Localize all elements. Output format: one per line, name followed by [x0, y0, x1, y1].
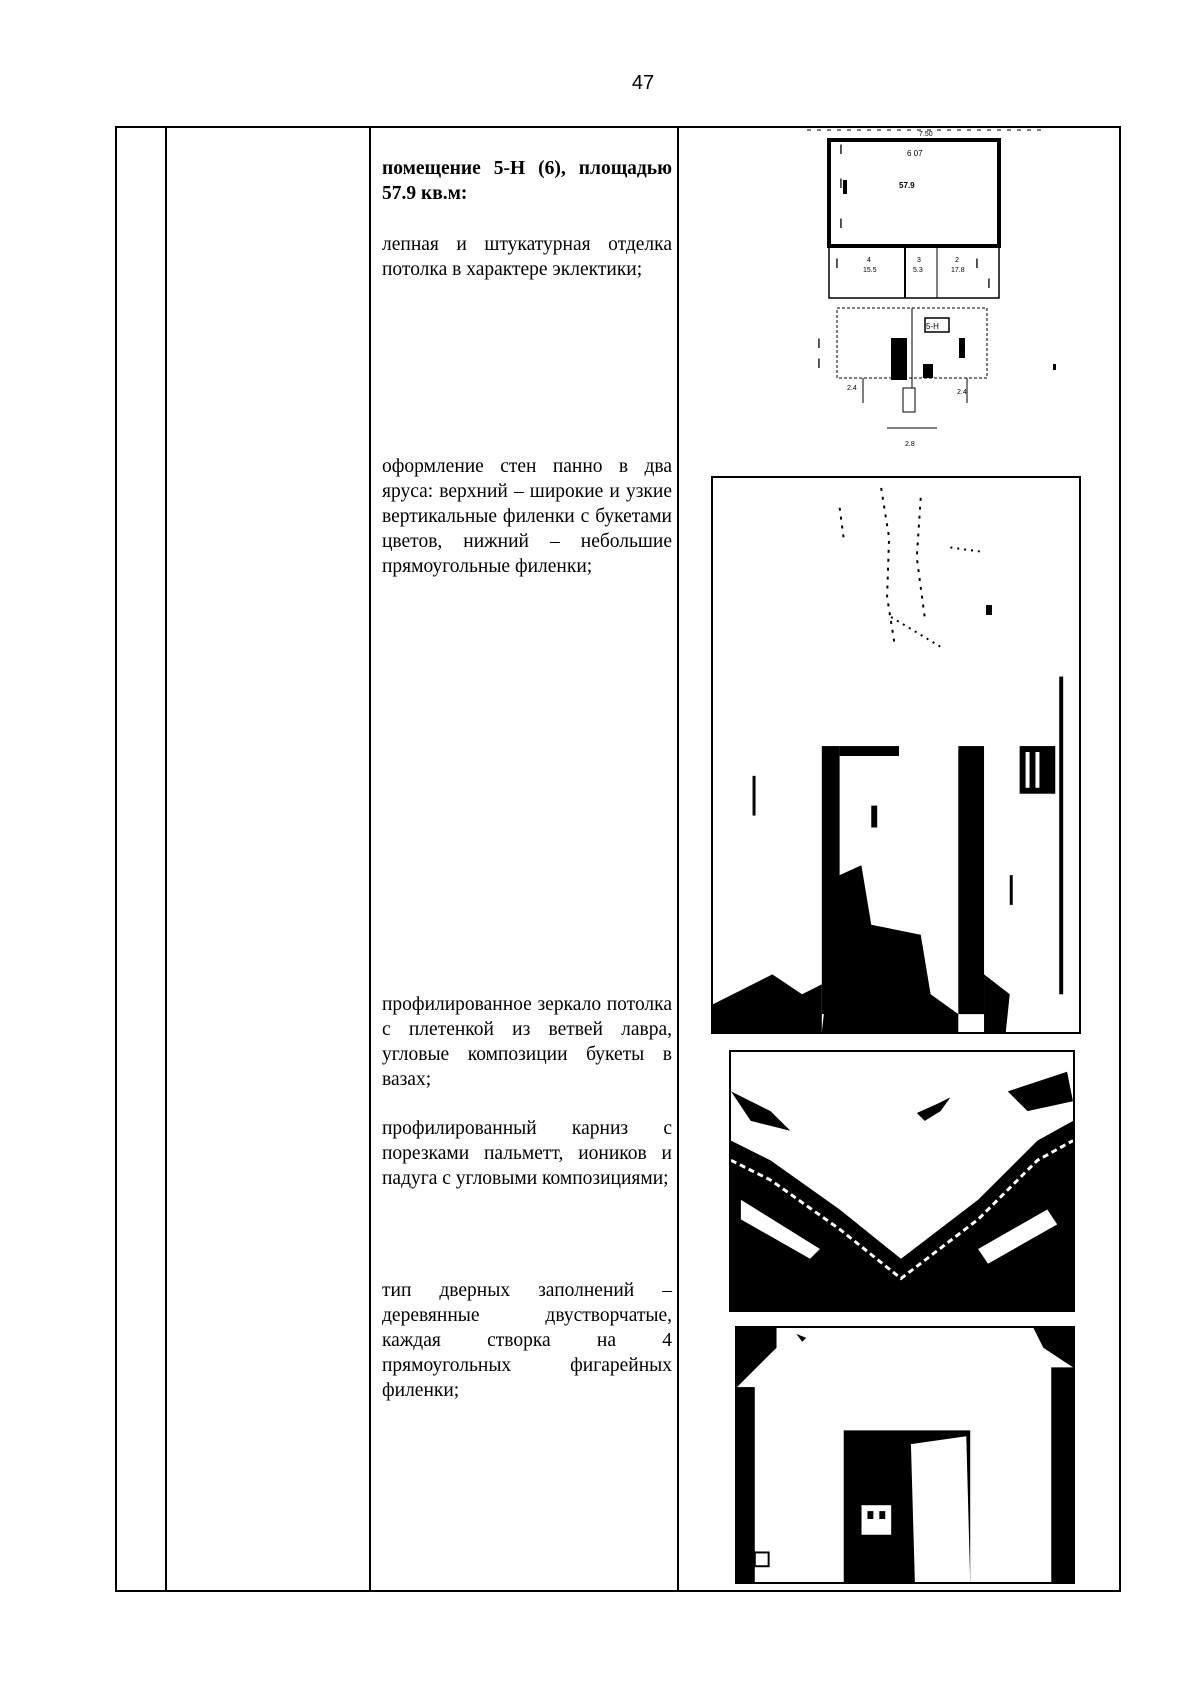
plan-label-d2: 2.4 — [957, 389, 967, 396]
page-number: 47 — [631, 72, 655, 94]
plan-label-top: 7.50 — [919, 131, 933, 138]
feature-ceiling-mirror: профилированное зеркало потолка с плетенкой из ветвей лавра, угловые композиции букеты в вазах; — [382, 994, 672, 1090]
svg-text:I: I — [987, 275, 991, 291]
plan-label-room2: 2 — [955, 257, 959, 264]
plan-label-room4: 4 — [867, 257, 871, 264]
plan-label-area3: 5.3 — [913, 267, 923, 274]
floor-plan — [807, 128, 1087, 463]
plan-label-room3: 3 — [917, 257, 921, 264]
plan-label-room-main: 6 07 — [907, 149, 923, 158]
svg-text:I: I — [817, 335, 821, 351]
feature-doors: тип дверных заполнений – деревянные двустворчатые, каждая створка на 4 прямоугольных фигарейных филенки; — [382, 1280, 672, 1401]
plan-label-area4: 15.5 — [863, 267, 877, 274]
column-divider — [165, 128, 167, 1590]
svg-text:I: I — [839, 215, 843, 231]
feature-wall-panels: оформление стен панно в два яруса: верхний – широкие и узкие вертикальные филенки с букетами цветов, нижний – небольшие прямоугольные филенки; — [382, 456, 672, 577]
photo-wall-panels — [711, 476, 1081, 1034]
plan-label-d1: 2.4 — [847, 385, 857, 392]
plan-label-area2: 17.8 — [951, 267, 965, 274]
room-heading: помещение 5-Н (6), площадью 57.9 кв.м: — [382, 158, 672, 204]
svg-text:I: I — [835, 255, 839, 271]
column-divider — [369, 128, 371, 1590]
plan-label-area-main: 57.9 — [899, 181, 915, 190]
feature-ceiling-decor: лепная и штукатурная отделка потолка в характере эклектики; — [382, 234, 672, 280]
plan-label-d3: 2.8 — [905, 441, 915, 448]
svg-text:I: I — [839, 141, 843, 157]
svg-text:I: I — [839, 175, 843, 191]
feature-cornice: профилированный карниз с порезками пальметт, иоников и падуга с угловыми композициями; — [382, 1118, 672, 1189]
plan-label-unit: 5-Н — [926, 322, 939, 331]
svg-text:I: I — [817, 355, 821, 371]
column-divider — [677, 128, 679, 1590]
photo-ceiling-mirror — [729, 1050, 1075, 1312]
svg-text:I: I — [975, 255, 979, 271]
photo-doors — [735, 1326, 1075, 1584]
description-table — [115, 126, 1121, 1592]
